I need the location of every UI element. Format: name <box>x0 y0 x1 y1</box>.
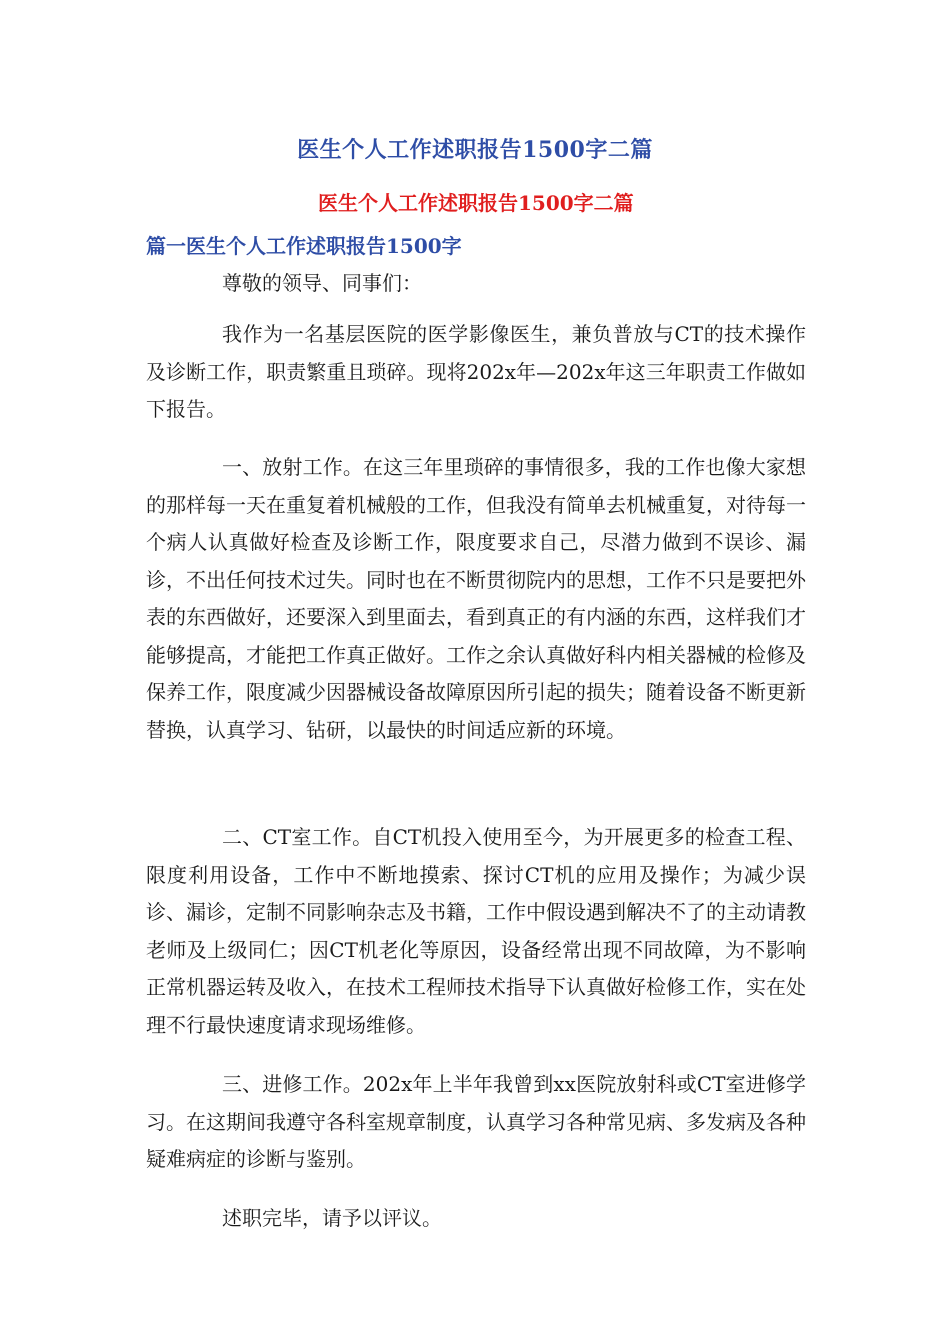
document-title: 医生个人工作述职报告1500字二篇 <box>297 137 653 163</box>
paragraph-part-three: 三、进修工作。202x年上半年我曾到xx医院放射科或CT室进修学习。在这期间我遵守各科室规章制度，认真学习各种常见病、多发病及各种疑难病症的诊断与鉴别。 <box>146 1072 806 1171</box>
paragraph-greeting: 尊敬的领导、同事们： <box>222 271 422 295</box>
paragraph-closing: 述职完毕，请予以评议。 <box>222 1206 442 1230</box>
paragraph-part-two: 二、CT室工作。自CT机投入使用至今，为开展更多的检查工程、限度利用设备，工作中不断地摸索、探讨CT机的应用及操作；为减少误诊、漏诊，定制不同影响杂志及书籍，工作中假设遇到解决不了的主动请教老师及上级同仁；因CT机老化等原因，设备经常出现不同故障，为不影响正常机器运转及收入，在技术工程师技术指导下认真做好检修工作，实在处理不行最快速度请求现场维修。 <box>146 825 806 1037</box>
document-subtitle: 医生个人工作述职报告1500字二篇 <box>318 191 634 215</box>
paragraph-part-one: 一、放射工作。在这三年里琐碎的事情很多，我的工作也像大家想的那样每一天在重复着机械般的工作，但我没有简单去机械重复，对待每一个病人认真做好检查及诊断工作，限度要求自己，尽潜力做到不误诊、漏诊，不出任何技术过失。同时也在不断贯彻院内的思想，工作不只是要把外表的东西做好，还要深入到里面去，看到真正的有内涵的东西，这样我们才能够提高，才能把工作真正做好。工作之余认真做好科内相关器械的检修及保养工作，限度减少因器械设备故障原因所引起的损失；随着设备不断更新替换，认真学习、钻研，以最快的时间适应新的环境。 <box>146 455 806 742</box>
paragraph-intro: 我作为一名基层医院的医学影像医生，兼负普放与CT的技术操作及诊断工作，职责繁重且琐碎。现将202x年—202x年这三年职责工作做如下报告。 <box>146 322 806 421</box>
section-heading: 篇一医生个人工作述职报告1500字 <box>146 234 462 258</box>
